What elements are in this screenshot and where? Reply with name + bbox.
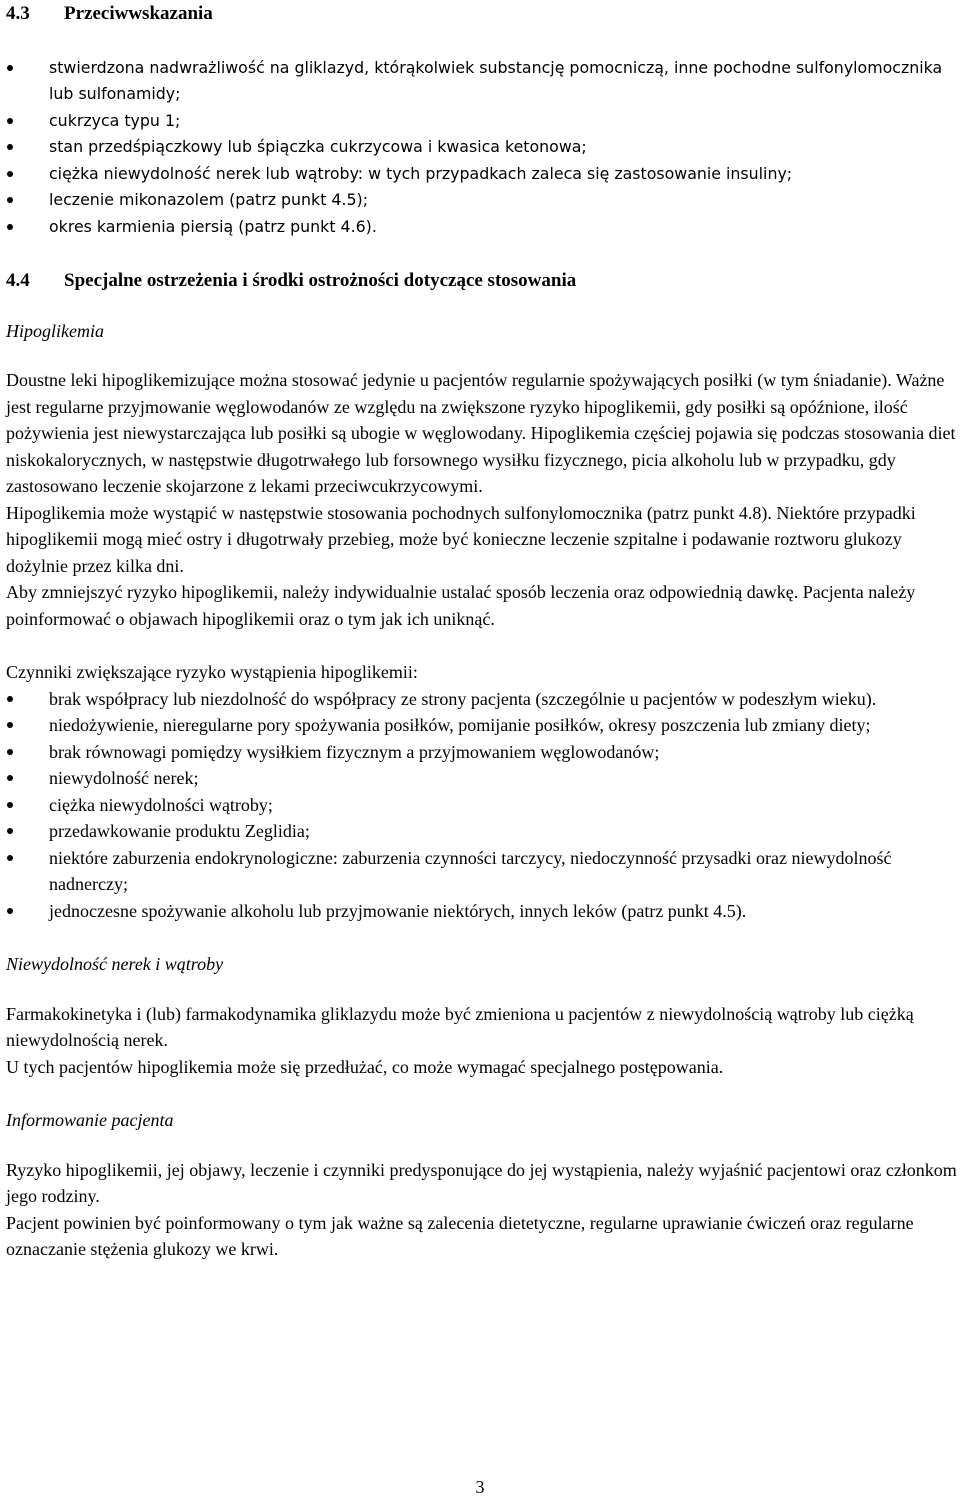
subheading-hipoglikemia: Hipoglikemia — [6, 320, 104, 341]
section-title: Specjalne ostrzeżenia i środki ostrożności dotyczące stosowania — [64, 270, 577, 291]
paragraph: Hipoglikemia może wystąpić w następstwie stosowania pochodnych sulfonylomocznika (patrz punkt 4.8). Niektóre przypadki hipoglikemii mogą mieć ostry i długotrwały przebieg, może być konieczne leczenie szpitalne i podawanie roztworu glukozy dożylnie przez kilka dni. — [6, 502, 916, 576]
paragraph: U tych pacjentów hipoglikemia może się przedłużać, co może wymagać specjalnego postępowania. — [6, 1056, 724, 1077]
list-item: leczenie mikonazolem (patrz punkt 4.5); — [6, 187, 960, 214]
subheading-niewydolnosc: Niewydolność nerek i wątroby — [6, 954, 224, 974]
list-item: niewydolność nerek; — [6, 765, 960, 792]
list-item: ciężka niewydolność nerek lub wątroby: w tych przypadkach zaleca się zastosowanie insuliny; — [6, 161, 960, 188]
risk-factors-list — [6, 686, 960, 925]
section-number: 4.3 — [6, 3, 30, 24]
section-4-4-heading — [6, 268, 960, 295]
list-item: ciężka niewydolności wątroby; — [6, 792, 960, 819]
list-item: jednoczesne spożywanie alkoholu lub przyjmowanie niektórych, innych leków (patrz punkt 4.5). — [6, 898, 960, 925]
section-number: 4.4 — [6, 270, 30, 291]
section-title: Przeciwwskazania — [64, 3, 213, 24]
list-item: brak współpracy lub niezdolność do współpracy ze strony pacjenta (szczególnie u pacjentów w podeszłym wieku). — [6, 686, 960, 713]
list-item: niedożywienie, nieregularne pory spożywania posiłków, pomijanie posiłków, okresy poszczenia lub zmiany diety; — [6, 712, 960, 739]
paragraph: Ryzyko hipoglikemii, jej objawy, leczenie i czynniki predysponujące do jej wystąpienia, należy wyjaśnić pacjentowi oraz członkom jego rodziny. — [6, 1159, 957, 1206]
list-item: cukrzyca typu 1; — [6, 108, 960, 135]
risk-factors-intro: Czynniki zwiększające ryzyko wystąpienia hipoglikemii: — [6, 662, 418, 682]
list-item: stwierdzona nadwrażliwość na gliklazyd, którąkolwiek substancję pomocniczą, inne pochodne sulfonylomocznika lub sulfonamidy; — [6, 55, 960, 108]
page-content — [6, 0, 960, 1263]
paragraph: Doustne leki hipoglikemizujące można stosować jedynie u pacjentów regularnie spożywających posiłki (w tym śniadanie). Ważne jest regularne przyjmowanie węglowodanów ze względu na zwiększone ryzyko hipoglikemii, gdy posiłki są opóźnione, ilość pożywienia jest niewystarczająca lub posiłki są ubogie w węglowodany. Hipoglikemia częściej pojawia się podczas stosowania diet niskokalorycznych, w następstwie długotrwałego lub forsownego wysiłku fizycznego, picia alkoholu lub w przypadku, gdy zastosowano leczenie skojarzone z lekami przeciwcukrzycowymi. — [6, 370, 956, 496]
list-item: okres karmienia piersią (patrz punkt 4.6). — [6, 214, 960, 241]
list-item: brak równowagi pomiędzy wysiłkiem fizycznym a przyjmowaniem węglowodanów; — [6, 739, 960, 766]
section-4-3-heading — [6, 1, 960, 28]
paragraph: Aby zmniejszyć ryzyko hipoglikemii, należy indywidualnie ustalać sposób leczenia oraz odpowiednią dawkę. Pacjenta należy poinformować o objawach hipoglikemii oraz o tym jak ich uniknąć. — [6, 582, 916, 629]
paragraph: Farmakokinetyka i (lub) farmakodynamika gliklazydu może być zmieniona u pacjentów z niewydolnością wątroby lub ciężką niewydolnością nerek. — [6, 1003, 914, 1050]
list-item: przedawkowanie produktu Zeglidia; — [6, 818, 960, 845]
list-item: niektóre zaburzenia endokrynologiczne: zaburzenia czynności tarczycy, niedoczynność przysadki oraz niewydolność nadnerczy; — [6, 845, 960, 898]
contraindications-list — [6, 55, 960, 241]
list-item: stan przedśpiączkowy lub śpiączka cukrzycowa i kwasica ketonowa; — [6, 134, 960, 161]
paragraph: Pacjent powinien być poinformowany o tym jak ważne są zalecenia dietetyczne, regularne uprawianie ćwiczeń oraz regularne oznaczanie stężenia glukozy we krwi. — [6, 1212, 914, 1259]
subheading-informowanie: Informowanie pacjenta — [6, 1110, 174, 1130]
page-number: 3 — [475, 1477, 485, 1497]
